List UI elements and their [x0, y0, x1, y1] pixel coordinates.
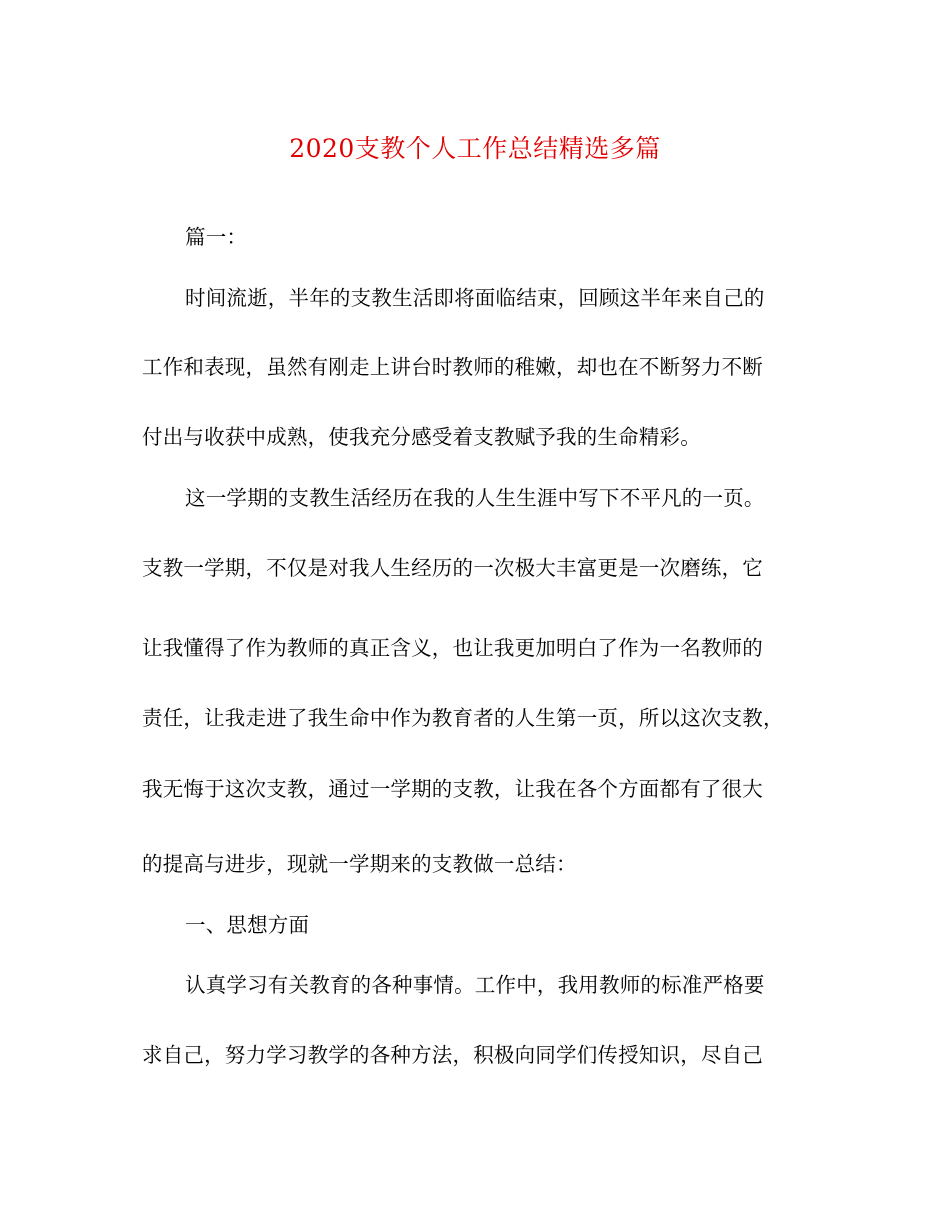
paragraph-line: 我无悔于这次支教，通过一学期的支教，让我在各个方面都有了很大 [142, 777, 763, 801]
paragraph-line: 责任，让我走进了我生命中作为教育者的人生第一页，所以这次支教， [142, 706, 784, 730]
document-title: 2020支教个人工作总结精选多篇 [289, 134, 661, 163]
paragraph-line: 的提高与进步，现就一学期来的支教做一总结： [142, 852, 577, 876]
section-heading: 一、思想方面 [185, 913, 310, 937]
paragraph-line: 让我懂得了作为教师的真正含义，也让我更加明白了作为一名教师的 [142, 636, 763, 660]
paragraph-line: 认真学习有关教育的各种事情。工作中，我用教师的标准严格要 [185, 973, 765, 997]
paragraph-line: 求自己，努力学习教学的各种方法，积极向同学们传授知识，尽自己 [142, 1043, 763, 1067]
paragraph-line: 支教一学期，不仅是对我人生经历的一次极大丰富更是一次磨练，它 [142, 556, 763, 580]
paragraph-line: 付出与收获中成熟，使我充分感受着支教赋予我的生命精彩。 [142, 425, 701, 449]
paragraph-line: 工作和表现，虽然有刚走上讲台时教师的稚嫩，却也在不断努力不断 [142, 355, 763, 379]
paragraph-line: 时间流逝，半年的支教生活即将面临结束，回顾这半年来自己的 [185, 286, 765, 310]
section-label-part-one: 篇一： [185, 225, 248, 249]
paragraph-line: 这一学期的支教生活经历在我的人生生涯中写下不平凡的一页。 [185, 486, 765, 510]
